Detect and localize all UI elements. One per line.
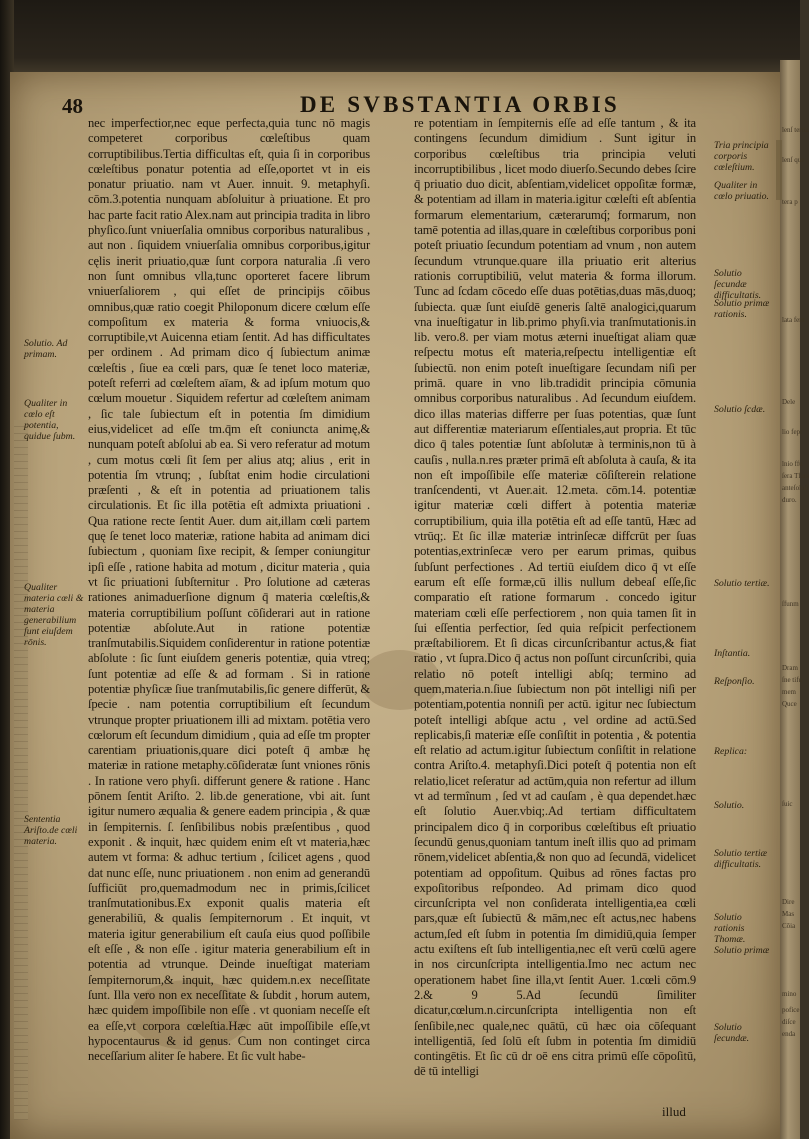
margin-note-right: Solutio ſecundæ.: [714, 1022, 750, 1044]
facing-fragment: enda: [782, 1030, 796, 1038]
gutter-shadow: [14, 420, 28, 1120]
facing-fragment: ſera Tſura: [782, 472, 809, 480]
margin-note-left: Qualiter in cœlo eſt potentia, quidue ſubm.: [24, 398, 76, 442]
facing-fragment: lata fent: [782, 316, 805, 324]
margin-note-right: Reſponſio.: [714, 676, 755, 687]
margin-note-left: Qualiter materia cœli & materia generabilium ſunt eiuſdem rōnis.: [24, 582, 84, 648]
facing-fragment: Cōia: [782, 922, 796, 930]
margin-note-right: Solutio rationis Thomæ. Solutio primæ: [714, 912, 770, 956]
margin-note-right: Inſtantia.: [714, 648, 751, 659]
facing-fragment: lio fept: [782, 428, 803, 436]
margin-note-right: Qualiter in cœlo priuatio.: [714, 180, 769, 202]
facing-fragment: tera p: [782, 198, 798, 206]
column-text: re potentiam in ſempiternis eſſe ad eſſe tantum , & ita contingens ſecundum dimidium . Sunt igitur in corporibus cœleſtibus tria principia veluti incorruptibilibus , licet modo diuerſo.Secundo debes ſcire q̄ priuatio duo dicit, abſentiam,videlicet oppoſitæ formæ, & potentiam ad illam in materia.igitur cœleſti eſt abſentia formarum elementarium, cæterarumq́; formarum, non tamē potentia ad illas,quare in cœleſtibus corporibus poni poteſt priuatio ſecundum potentiam ad vnum , non autem ſecundum vtrunque.quare illa priuatio erit alterius rationis corruptibiliū, velut materia & forma illorum. Tunc ad ſcdam cōcedo eſſe duas potētias,duas mās,duoq; ſubiecta. quæ ſunt eiuſdē generis ſaltē analogici,quarum vna inueſtigatur in lib.primo phyſi.via tranſmutationis.in lib. vero.8. per viam motus æterni inueſtigat aliam quæ reſpectu motus eſt materia,reſpectu intelligentiæ eſt ſubiectū. non enim poteſt inueſtigare ſecundam niſi per primā. quare in vno lib.tradidit principia cōmunia omnibus corporibus naturalibus . Ad ſecundum eiuſdem. dico illas materias differre per ſuas potentias, quæ ſunt aut differentiæ materiarum eſſentiales,aut propria. Et tūc dico q̄ tales potentiæ ſunt abſolutæ à terminis,non tū à cauſis , nulla.n.res præter primā eſt abſoluta à cauſa, & ita non eſt impoſſibile eſſe materiæ cōſiſterein relatione tranſcendenti, vt Auer.ait. 12.meta. cōm.14. potentiæ igitur materiæ cœli differt à potentia materiæ corruptibilium, quia illa potētia eſt ad eſſe tantū, Hæc ad vtrūq;. Et ſic illæ materiæ intrinſecæ diffcrūt per ſuas potentias,extrinſecæ vero per earum primas, quibus ſubſunt perfectiones . Ad tertiū eiuſdem dico q̄ vt eſſe earum eſt eſſe formæ,cū illis nullum debeaſ eſſe,ſic comparatio eſt ratione formarum . concedo igitur materiam cœli eſſe perfectiorem , non quia tamen ſit in ſui eſſentia perfectior, ſed quia reſpicit perfectionem præſtabiliorem. Et ſi dicas circunſcribantur actus,& fiat ratio , vt ſupra.Dico q̄ actus non poſſunt circunſcribi, quia relatio nō poteſt intelligi abſq; termino ad quem,materia.n.ſiue ſubiectum non pōt intelligi niſi per potentiam,potentia nonniſi per actū. igitur nec ſubiectum poteſt intelligi abſque actu , vel ordine ad actū.Sed replicabis,ſi materiæ eſſe conſiſtit in potentia , & potentia eſt relatio ad actum.igitur ſubiectum conſiſtit in relatione contra Ariſto.4. metaphyſi.Dici poteſt q̄ potentia non eſt relatio,licet reſeratur ad actūm,quia non refertur ad illum vt ad termînum , ſed vt ad cauſam , è qua dependet.hæc eſt ſolutio Auer.vbiq;.Ad tertiam difficultatem principalem dico q̄ in corporibus cœleſtibus eſt priuatio ſecundū genus,quoniam tantum ineſt illis quo ad primam rōnem,videlicet abſentia,& non quo ad ſecundā, videlicet potentiam ad oppoſitum. Quibus ad rōnes factas pro expoſitoribus reſpondeo. Ad primam dico quod circunſcripta vel non conſiderata intelligentia,ea cœli pars,quæ eſt ſubiectū & mām,nec eſt actus,nec habens actum,ſed eſt ſubm in potentia ſm dimidiū,quia ſemper actu exiſtens eſt ſub intelligentia,nec eſt verū cœlū agere in nos circunſcripta intelligentia.Imo nec actum nec operationem habet ſine illa,vt ſentit Auer. 1.cœli cōm.9 2.& 9 5.Ad ſecundū ſimiliter dicatur,cœlum.n.circunſcripta intelligentia non eſt ſenſibile,nec quale,nec quātū, cū hæc oia cōſequant intelligentiā, ſed ſolū eſt ſubm in potentia ſm dimidiū contingētis. Et ſic cū dr oē ens citra primū eſſe cōpoſitū, dē tū intelligi: [414, 116, 696, 1079]
facing-fragment: Dram: [782, 664, 798, 672]
page-edge-mark: [776, 140, 782, 200]
facing-fragment: ſuic: [782, 800, 793, 808]
facing-fragment: mino: [782, 990, 797, 998]
margin-note-right: Replica:: [714, 746, 748, 757]
facing-fragment: duro.: [782, 496, 797, 504]
catchword: illud: [662, 1104, 686, 1119]
column-text: nec imperfectior,nec eque perfecta,quia tunc nō magis competeret corporibus cœleſtibus quam corruptibilibus.Tertia difficultas eſt, quia ſi in corporibus cœleſtibus ponatur potentia ad eſſe,oportet vt in eis ponatur priuatio. nam vt Auer. innuit. 9. metaphyſi. cōm.3.potentia nunquam abſoluitur à priuatione. Et pro hac parte facit ratio Alex.nam aut principia tradita in libro phyſico.ſunt vniuerſalia omnibus corporibus naturalibus , aut non . ſiquidem vniuerſalia omnibus corporibus,igitur cęlis inerit priuatio,quæ ſunt corpora naturalia .ſi vero non ſunt omnibus vlla,tunc oporteret facere librum vniuerſaliorem , qui eſſet de principijs cōibus omnibus,quæ ratio coegit Philoponum dicere cœlum eſſe compoſitum ex materia & forma vniuocis,& corruptibile,vt Auicenna etiam ſentit. Ad has difficultates per ordinem . Ad primam dico q́ ſubiectum animæ cœleſtis , ſiue ea cœli pars, quæ ſe tenet loco materiæ, poteſt referri ad cœleſtem aīam, & ad ipſum motum quo cœlum mouetur . Siquidem refertur ad cœleſtem animam , ſic tale ſubiectum eſt in potentia ſm dimidium eius,videlicet ad eſſe tm.q̄m eſt coniuncta animę,& nunquam poteſt abſolui ab ea. Si vero referatur ad motum , cum motus cœli ſit ſem per alius atq; alius , erit in potentia ſm vtrunq; , ſubſtat enim hodie circulationi præſenti , & eſt in potentia ad priuationem talis circulationis. Et ſic illa potētia eſt admixta priuationi . Qua ratione recte ſentit Auer. dum ait,illam cœli partem quę ſe tenet loco materiæ, ratione habita ad animam dici ſubiectum , quoniam ſixe recipit, & ſemper coniungitur ipſi eſſe , ratione habita ad motum , dicitur materia , quia vt ſic priuationi ſubſternitur . Pro ſolutione ad cæteras rationes animaduerſione dignum q̄ materia cœleſtis,& materia corruptibilium poſſunt cōſiderari aut in ratione potentiæ abſolute.Aut in ratione potentiæ tranſmutabilis.Siquidem conſiderentur in ratione potentiæ abſolute : ſic ſunt eiuſdem generis potentiæ, quia vtreq; ſunt potentiæ ad eſſe & ad formam . Si in ratione potentiæ phyſicæ ſiue tranſmutabilis,ſic genere differūt, & ſpecie . nam potentia corruptibilium eſt ſecundum vtrunque propter priuationem illi ad mixtam. potētia vero cœlorum eſt ſecundum dimidium , quia ad eſſe tm propter carentiam priuationis,quare dici poteſt q̄ ambæ hę materiæ in ratione metaphy.cōſideratæ ſunt vniones rōnis . In ratione vero phyſi. differunt genere & ratione . Hanc pōnem ſentit Ariſto. 2. lib.de generatione, vbi ait. ſunt igitur numero æqualia & genere eadem principia , & quæ in ſempiternis. ſ. ſenſibilibus nobis præſentibus , quod exponit . & inquit, hæc quidem enim eſt vt materia,hæc autem vt forma: & adhuc tertium , ſcilicet agens , quod dat nunc eſſe, nunc priuationem . non enim ad generandū ſufficiūt pro,quemadmodum nec in primis,ſcilicet tranſmutationibus.Ex exponit qualis materia eſt generabiliū, & qualis ſempiternorum . Et inquit, vt materia igitur generabilium eſt cauſa eius quod poſſibile eſt eſſe , & non eſſe . igitur materia generabilium eſt in potentia ad vtrunque. Deinde inueſtigat materiam ſempiternorum,& inquit, hæc quidem.n.ex neceſſitate ſunt. Illa vero non ex neceſſitate & ſubdit , horum autem, hæc quidem impoſſibile non eſſe . vt quoniam neceſſe eſt ea eſſe,vt corpora cœleſtia.Hæc aūt impoſſibile eſſe,vt hypocentaurus & id genus. Cum non continget circa neceſſarium aliter ſe habere. Et ſic vult habe-: [88, 116, 370, 1064]
text-column-left: [88, 116, 370, 1064]
facing-fragment: anteſoluſi: [782, 484, 809, 492]
margin-note-right: Solutio tertiæ.: [714, 578, 770, 589]
facing-fragment: lnio ffu: [782, 460, 803, 468]
running-title: DE SVBSTANTIA ORBIS: [300, 92, 620, 117]
margin-note-right: Solutio primæ rationis.: [714, 298, 770, 320]
facing-fragment: lenſ tertia: [782, 126, 809, 134]
scanner-border-top: [0, 0, 800, 82]
facing-fragment: Dire: [782, 898, 795, 906]
margin-note-left: Sententia Ariſto.de cœli materia.: [24, 814, 78, 847]
facing-fragment: diſce: [782, 1018, 796, 1026]
facing-fragment: mem: [782, 688, 796, 696]
margin-note-right: Solutio ſcdæ.: [714, 404, 766, 415]
text-column-right: [414, 116, 696, 1080]
facing-fragment: Mas: [782, 910, 795, 918]
margin-note-right: Tria principia corporis cœleſtium.: [714, 140, 769, 173]
margin-note-left: Solutio. Ad primam.: [24, 338, 68, 360]
page-number: 48: [62, 94, 83, 118]
margin-note-right: Solutio.: [714, 800, 745, 811]
facing-fragment: pofice: [782, 1006, 800, 1014]
facing-fragment: Dele: [782, 398, 796, 406]
margin-note-right: Solutio ſecundæ difficultatis.: [714, 268, 762, 301]
facing-page-edge: [780, 60, 809, 1139]
margin-note-right: Solutio tertiæ difficultatis.: [714, 848, 768, 870]
facing-fragment: lenſ que: [782, 156, 805, 164]
facing-fragment: ſne tifu: [782, 676, 803, 684]
facing-fragment: ſfunm: [782, 600, 799, 608]
facing-fragment: Quce: [782, 700, 797, 708]
